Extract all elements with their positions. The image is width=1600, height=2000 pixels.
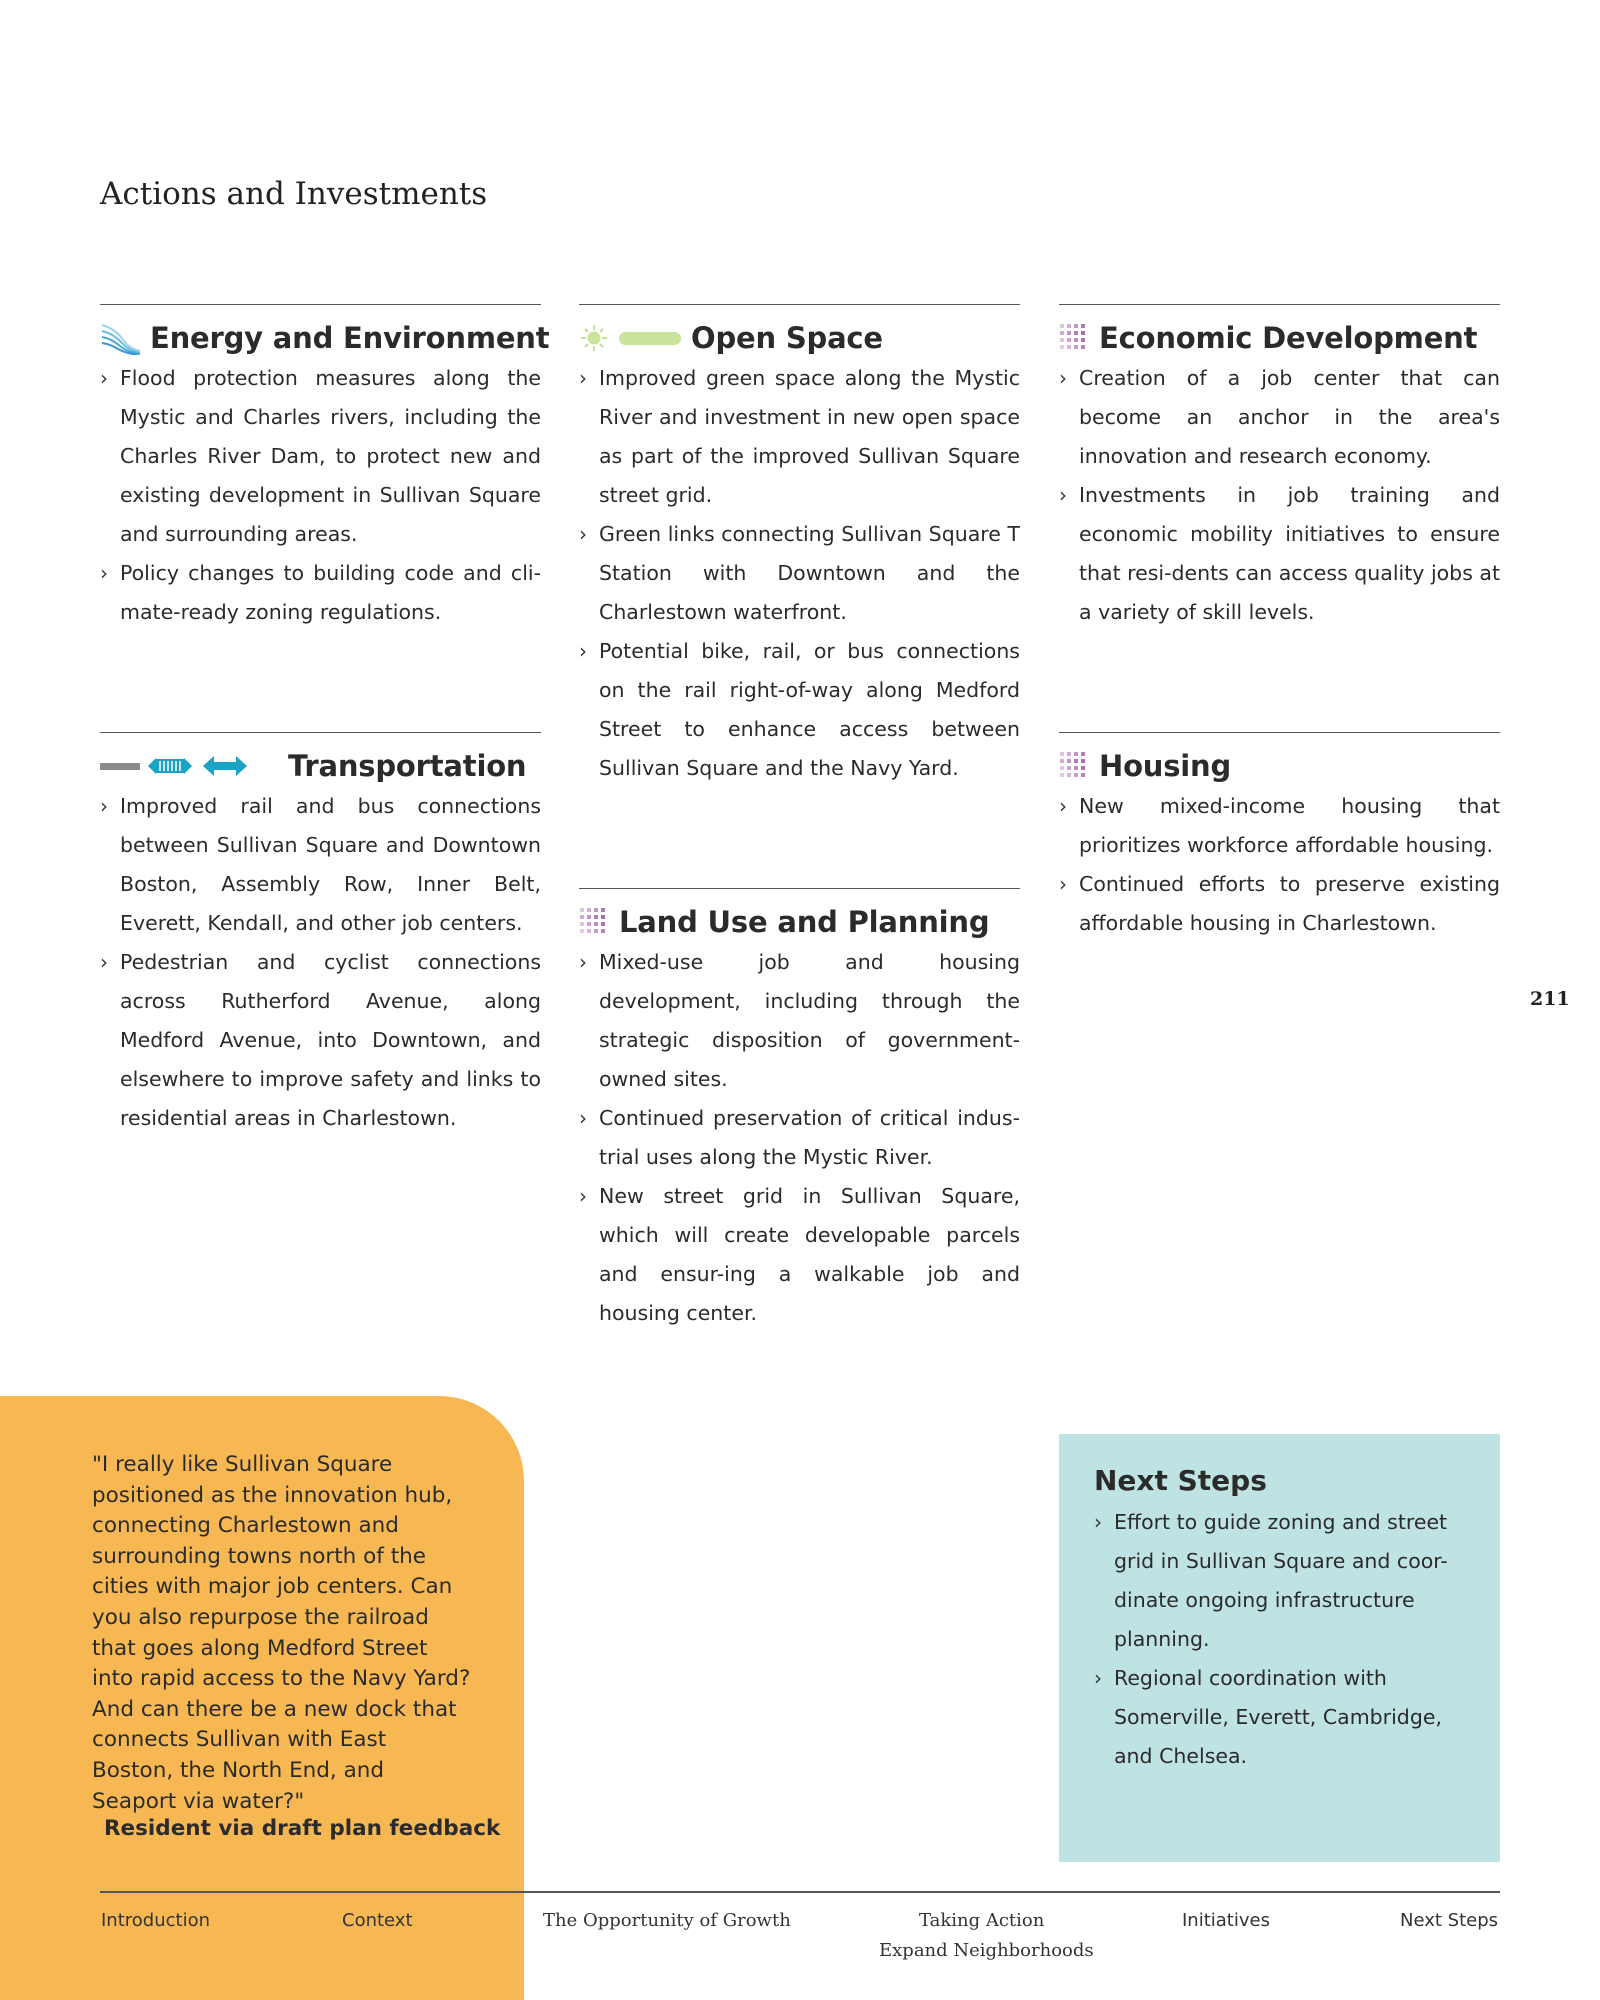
section-header bbox=[579, 317, 1020, 359]
bullet-list bbox=[1094, 1503, 1466, 1776]
footer-link-next-steps[interactable]: Next Steps bbox=[1400, 1910, 1499, 1931]
list-item: › Continued efforts to preserve existing affordable housing in Charlestown. bbox=[1059, 872, 1500, 935]
list-item: › Regional coordination with Somerville, Everett, Cambridge, and Chelsea. bbox=[1094, 1666, 1442, 1768]
section-open-space bbox=[579, 304, 1020, 788]
grid-icon bbox=[579, 907, 609, 937]
section-header bbox=[1059, 317, 1500, 359]
bullet-list bbox=[579, 359, 1020, 788]
page-title: Actions and Investments bbox=[100, 176, 488, 212]
section-title: Land Use and Planning bbox=[619, 905, 990, 939]
wave-icon bbox=[100, 321, 142, 355]
sun-leaf-icon bbox=[579, 323, 687, 353]
list-item: › Improved green space along the Mystic River and investment in new open space as part of the improved Sullivan Square street grid. bbox=[579, 366, 1020, 507]
footer-link-initiatives[interactable]: Initiatives bbox=[1182, 1910, 1270, 1931]
footer-link-expand-neighborhoods[interactable]: Expand Neighborhoods bbox=[879, 1940, 1094, 1961]
bullet-list bbox=[100, 787, 541, 1138]
resident-quote: "I really like Sullivan Square positioned as the innovation hub, connecting Charlestown and surrounding towns north of the cities with major job centers. Can you also repurpose the railroad that goes along Medford Street into rapid access to the Navy Yard? And can there be a new dock that connects Sullivan with East Boston, the North End, and Seaport via water?" bbox=[92, 1452, 471, 1814]
list-item: › Mixed-use job and housing development, including through the strategic disposition of government-owned sites. bbox=[579, 950, 1020, 1091]
quote-attribution: Resident via draft plan feedback bbox=[104, 1816, 501, 1841]
bullet-list bbox=[579, 943, 1020, 1333]
grid-icon bbox=[1059, 323, 1089, 353]
list-item: › Pedestrian and cyclist connections across Rutherford Avenue, along Medford Avenue, into Downtown, and elsewhere to improve safety and links to residential areas in Charlestown. bbox=[100, 950, 541, 1130]
next-steps-box bbox=[1059, 1434, 1500, 1862]
list-item: › Flood protection measures along the Mystic and Charles rivers, including the Charles River Dam, to protect new and existing development in Sullivan Square and surrounding areas. bbox=[100, 366, 541, 546]
section-title: Transportation bbox=[288, 749, 527, 783]
section-title: Housing bbox=[1099, 749, 1232, 783]
transit-icon bbox=[100, 751, 290, 781]
section-header bbox=[100, 317, 550, 359]
list-item: › Continued preservation of critical indus-trial uses along the Mystic River. bbox=[579, 1106, 1020, 1169]
list-item: › Policy changes to building code and cli-mate-ready zoning regulations. bbox=[100, 561, 541, 624]
list-item: › Investments in job training and economic mobility initiatives to ensure that resi-dents can access quality jobs at a variety of skill levels. bbox=[1059, 483, 1500, 624]
footer-link-taking-action[interactable]: Taking Action bbox=[919, 1910, 1045, 1931]
list-item: › Creation of a job center that can become an anchor in the area's innovation and research economy. bbox=[1059, 366, 1500, 468]
footer-link-opportunity-of-growth[interactable]: The Opportunity of Growth bbox=[543, 1910, 791, 1931]
section-title: Energy and Environment bbox=[150, 321, 550, 355]
footer-divider bbox=[100, 1891, 1500, 1893]
section-title: Open Space bbox=[691, 321, 883, 355]
section-header bbox=[1059, 745, 1500, 787]
list-item: › Effort to guide zoning and street grid in Sullivan Square and coor-dinate ongoing infrastructure planning. bbox=[1094, 1510, 1448, 1651]
list-item: › New street grid in Sullivan Square, which will create developable parcels and ensur-ing a walkable job and housing center. bbox=[579, 1184, 1020, 1325]
section-header bbox=[100, 745, 541, 787]
grid-icon bbox=[1059, 751, 1089, 781]
section-economic-development bbox=[1059, 304, 1500, 632]
list-item: › New mixed-income housing that prioritizes workforce affordable housing. bbox=[1059, 794, 1500, 857]
footer-link-introduction[interactable]: Introduction bbox=[101, 1910, 211, 1931]
list-item: › Green links connecting Sullivan Square T Station with Downtown and the Charlestown waterfront. bbox=[579, 522, 1020, 624]
section-header bbox=[579, 901, 1020, 943]
section-land-use-planning bbox=[579, 888, 1020, 1333]
next-steps-title: Next Steps bbox=[1094, 1464, 1267, 1497]
bullet-list bbox=[1059, 359, 1500, 632]
section-title: Economic Development bbox=[1099, 321, 1478, 355]
footer-link-context[interactable]: Context bbox=[342, 1910, 413, 1931]
bullet-list bbox=[100, 359, 541, 632]
section-transportation bbox=[100, 732, 541, 1138]
section-housing bbox=[1059, 732, 1500, 943]
bullet-list bbox=[1059, 787, 1500, 943]
page-number: 211 bbox=[1530, 988, 1570, 1010]
list-item: › Improved rail and bus connections between Sullivan Square and Downtown Boston, Assembly Row, Inner Belt, Everett, Kendall, and other job centers. bbox=[100, 794, 541, 935]
section-energy-environment bbox=[100, 304, 550, 632]
list-item: › Potential bike, rail, or bus connections on the rail right-of-way along Medford Street to enhance access between Sullivan Square and the Navy Yard. bbox=[579, 639, 1020, 780]
